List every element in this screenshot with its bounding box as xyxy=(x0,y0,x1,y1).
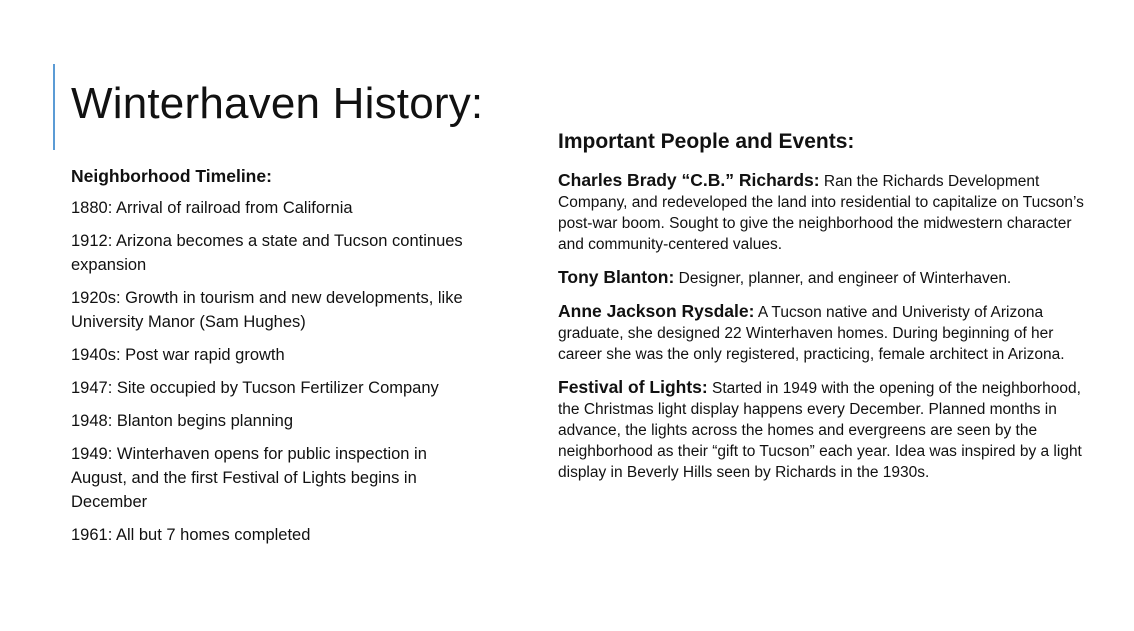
entry-festival-of-lights xyxy=(558,377,1098,483)
slide-title: Winterhaven History: xyxy=(71,79,484,128)
entry-text: A Tucson native and Univeristy of Arizona graduate, she designed 22 Winterhaven homes. During beginning of her career she was the only registered, practicing, female architect in Arizona. xyxy=(558,304,1065,363)
timeline-heading: Neighborhood Timeline: xyxy=(71,166,272,186)
timeline-item-1948: 1948: Blanton begins planning xyxy=(71,412,294,430)
timeline-item-1912: 1912: Arizona becomes a state and Tucson continues expansion xyxy=(71,232,463,274)
people-events-section xyxy=(558,128,1098,495)
entry-tony-blanton xyxy=(558,267,1098,289)
entry-name: Charles Brady “C.B.” Richards: xyxy=(558,170,820,190)
timeline-item-1940s: 1940s: Post war rapid growth xyxy=(71,346,285,364)
entry-name: Anne Jackson Rysdale: xyxy=(558,301,755,321)
entry-text: Ran the Richards Development Company, and redeveloped the land into residential to capitalize on Tucson’s post-war boom. Sought to give the neighborhood the midwestern character and community-centered values. xyxy=(558,173,1084,253)
entry-name: Festival of Lights: xyxy=(558,377,708,397)
timeline-item-1961: 1961: All but 7 homes completed xyxy=(71,526,311,544)
title-accent-bar xyxy=(53,64,55,150)
timeline-item-1949: 1949: Winterhaven opens for public inspection in August, and the first Festival of Lights begins in December xyxy=(71,445,427,511)
timeline-section xyxy=(71,164,481,556)
entry-cb-richards xyxy=(558,170,1098,255)
entry-text: Started in 1949 with the opening of the neighborhood, the Christmas light display happens every December. Planned months in advance, the lights across the homes and evergreens are seen by the neighborhood as their “gift to Tucson” each year. Idea was inspired by a light display in Beverly Hills seen by Richards in the 1930s. xyxy=(558,380,1082,481)
entry-name: Tony Blanton: xyxy=(558,267,675,287)
timeline-list xyxy=(71,196,481,547)
timeline-item-1920s: 1920s: Growth in tourism and new developments, like University Manor (Sam Hughes) xyxy=(71,289,463,331)
entry-anne-jackson-rysdale xyxy=(558,301,1098,365)
entry-text: Designer, planner, and engineer of Winterhaven. xyxy=(674,270,1012,287)
timeline-item-1880: 1880: Arrival of railroad from California xyxy=(71,199,353,217)
timeline-item-1947: 1947: Site occupied by Tucson Fertilizer Company xyxy=(71,379,439,397)
people-events-heading: Important People and Events: xyxy=(558,130,855,153)
